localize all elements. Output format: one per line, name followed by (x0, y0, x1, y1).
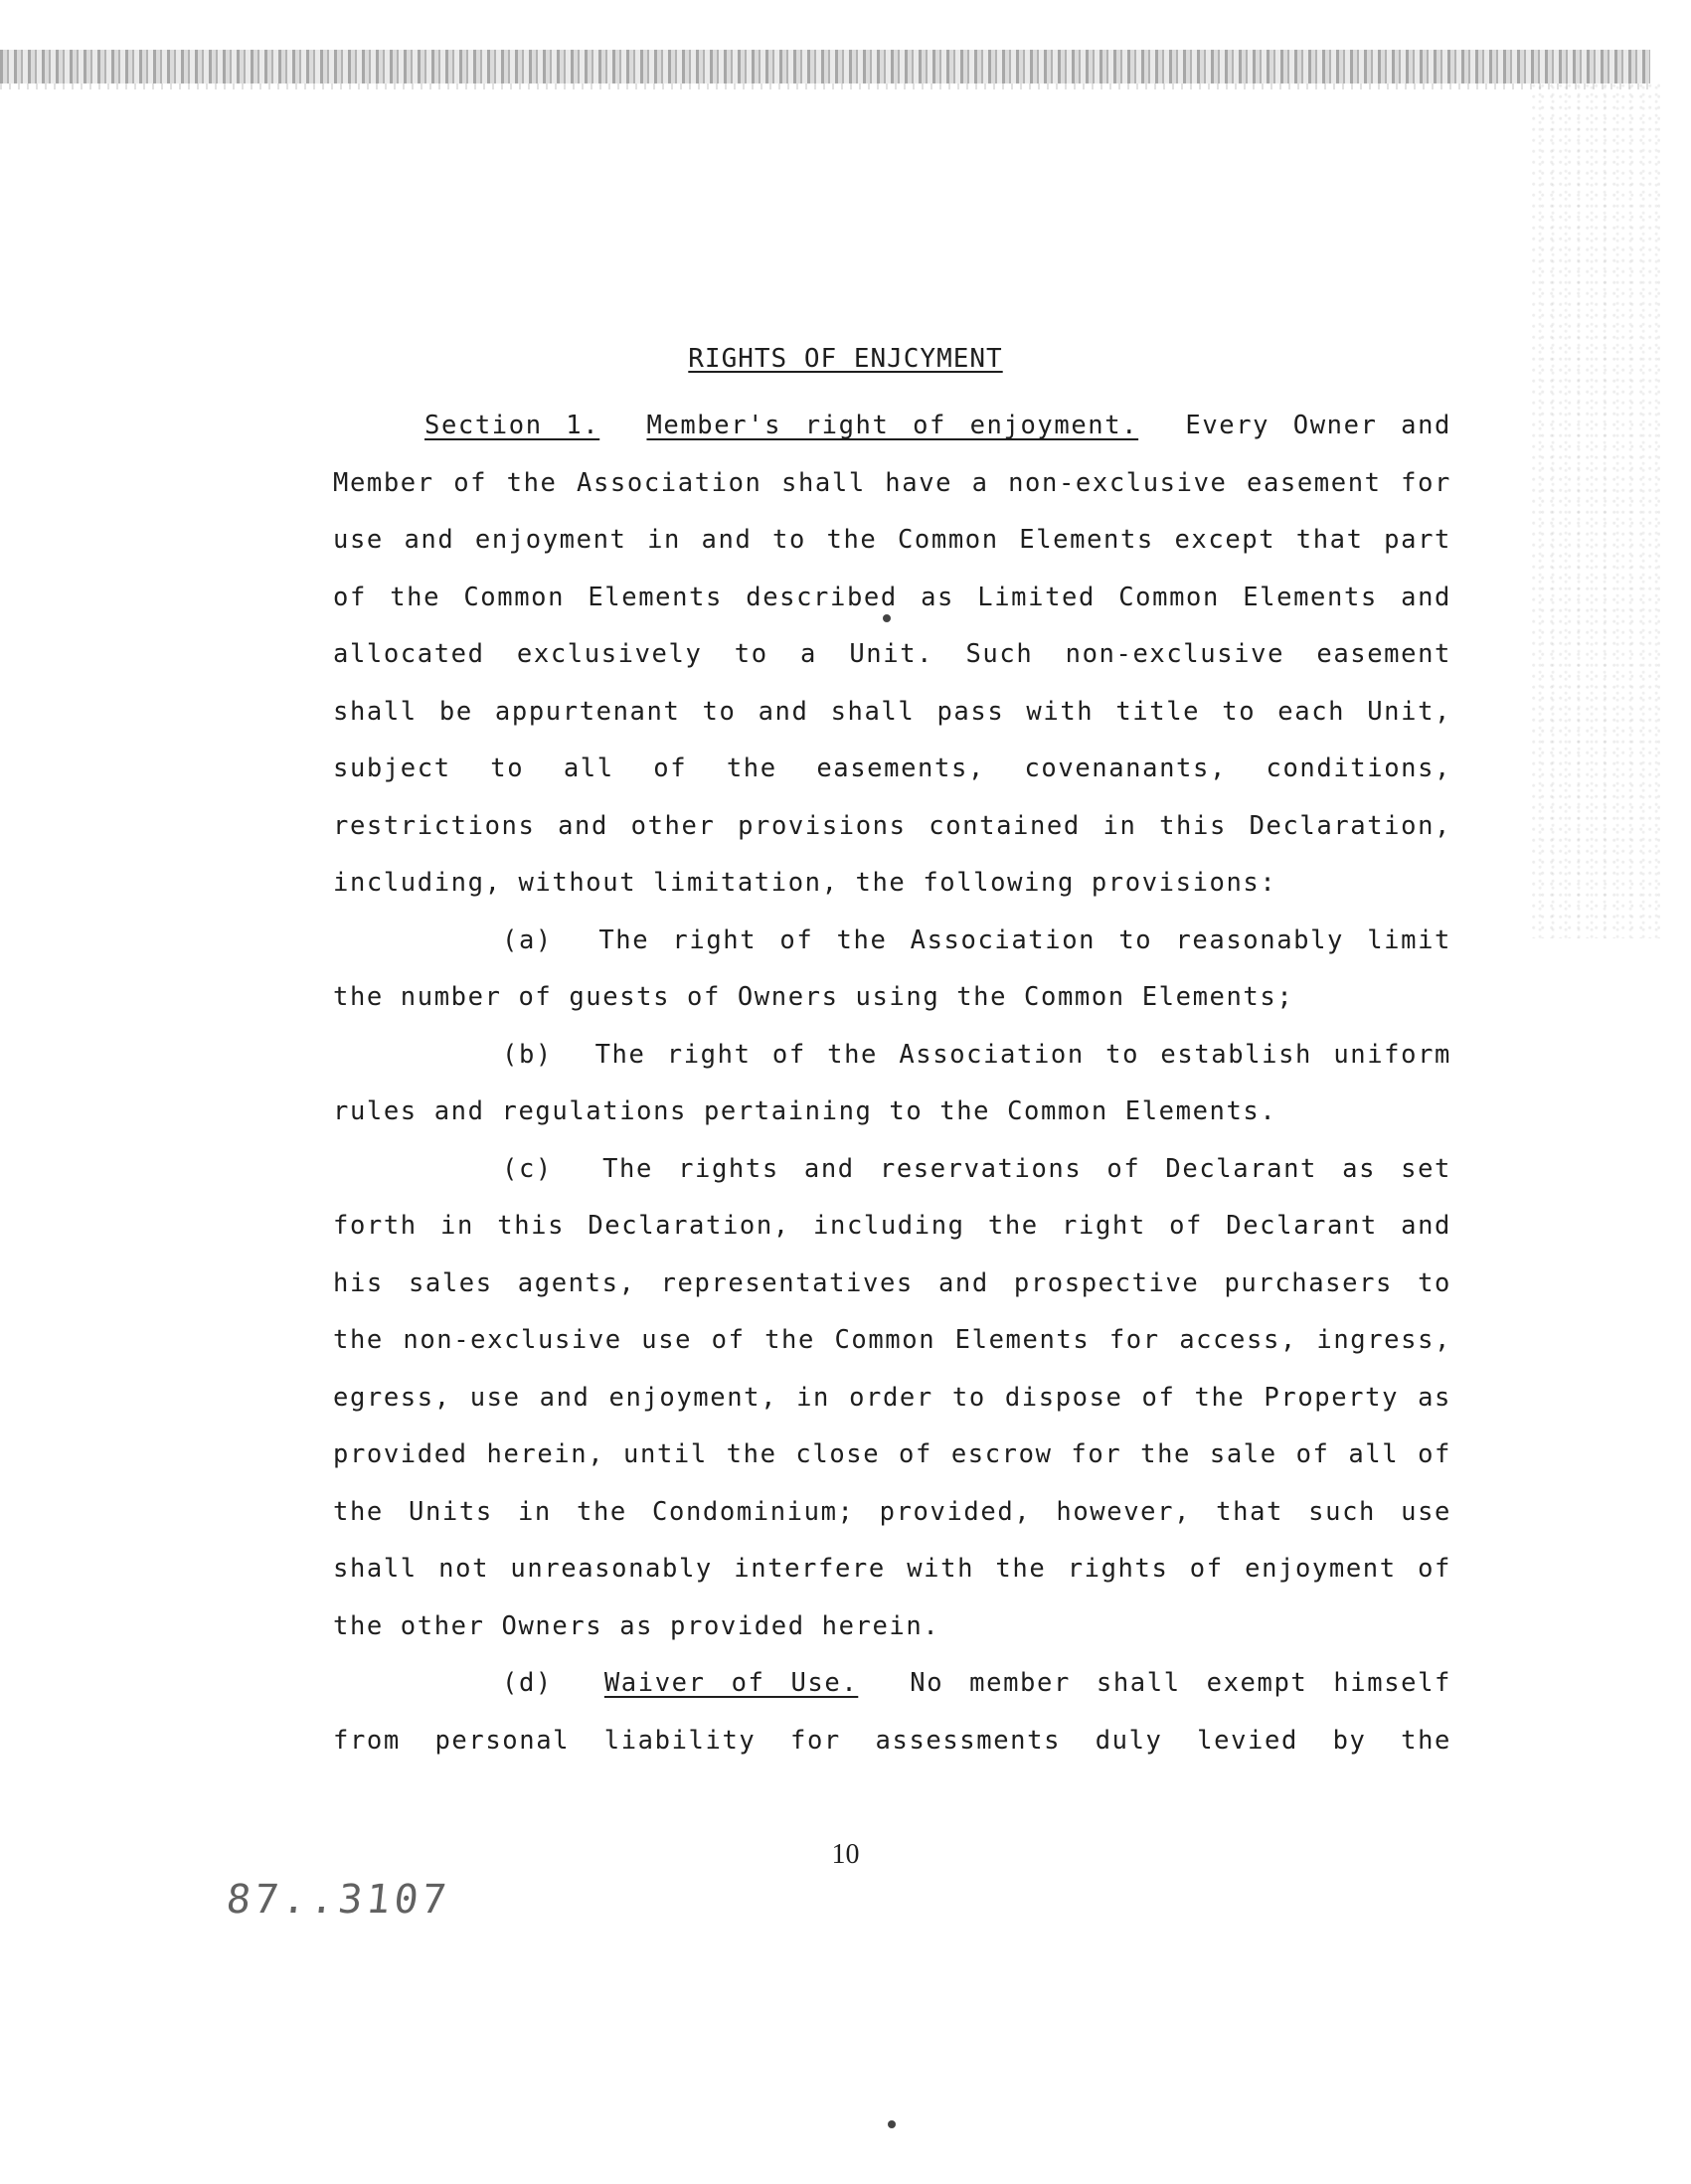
body-line: The rights and reservations of Declarant as set (602, 1153, 1451, 1184)
section-1-first-line (333, 398, 1451, 455)
body-line: the Units in the Condominium; provided, however, that such use (333, 1496, 1451, 1527)
scan-speck (883, 614, 891, 622)
item-a-first-line (333, 913, 1451, 970)
item-marker: (b) (502, 1039, 553, 1070)
body-line: of the Common Elements described as Limited Common Elements and (333, 582, 1451, 612)
body-line: use and enjoyment in and to the Common Elements except that part (333, 525, 1451, 555)
item-d-title: Waiver of Use. (603, 1668, 859, 1698)
body-line: restrictions and other provisions contained in this Declaration, (333, 810, 1451, 841)
body-line: from personal liability for assessments duly levied by the (333, 1725, 1451, 1756)
body-line: shall not unreasonably interfere with the rights of enjoyment of (333, 1554, 1451, 1584)
body-line: the other Owners as provided herein. (333, 1610, 940, 1641)
item-c-first-line (333, 1141, 1451, 1199)
body-line: subject to all of the easements, covenanants, conditions, (333, 754, 1451, 783)
body-line: No member shall exempt himself (910, 1668, 1452, 1698)
body-line: provided herein, until the close of escrow for the sale of all of (333, 1439, 1451, 1469)
body-line: forth in this Declaration, including the right of Declarant and (333, 1211, 1451, 1241)
body-line: egress, use and enjoyment, in order to dispose of the Property as (333, 1382, 1451, 1413)
body-line: including, without limitation, the following provisions: (333, 868, 1277, 898)
page-heading: RIGHTS OF ENJCYMENT (688, 344, 1003, 374)
scan-noise-right (1531, 84, 1660, 938)
body-line: his sales agents, representatives and prospective purchasers to (333, 1267, 1451, 1298)
body-line: Member of the Association shall have a non-exclusive easement for (333, 467, 1451, 498)
item-marker: (a) (502, 924, 553, 955)
body-line: shall be appurtenant to and shall pass with title to each Unit, (333, 696, 1451, 727)
body-line: The right of the Association to reasonably limit (598, 924, 1451, 955)
scan-edge-top (0, 50, 1650, 84)
section-number: Section 1. (424, 411, 600, 440)
body-line: allocated exclusively to a Unit. Such non-exclusive easement (333, 639, 1451, 669)
body-line: The right of the Association to establish uniform (594, 1039, 1451, 1070)
body-line: the number of guests of Owners using the Common Elements; (333, 982, 1294, 1012)
item-marker: (d) (502, 1668, 553, 1698)
body-line: Every Owner and (1185, 411, 1451, 440)
scan-speck (888, 2120, 896, 2128)
section-title: Member's right of enjoyment. (646, 411, 1139, 440)
body-line: the non-exclusive use of the Common Elements for access, ingress, (333, 1325, 1451, 1355)
item-b-first-line (333, 1027, 1451, 1085)
item-marker: (c) (502, 1153, 553, 1184)
body-line: rules and regulations pertaining to the Common Elements. (333, 1096, 1277, 1126)
item-d-first-line (333, 1655, 1451, 1713)
document-body (333, 398, 1451, 1769)
page-number: 10 (831, 1839, 860, 1870)
stamp-number: 87..3107 (224, 1877, 453, 1923)
